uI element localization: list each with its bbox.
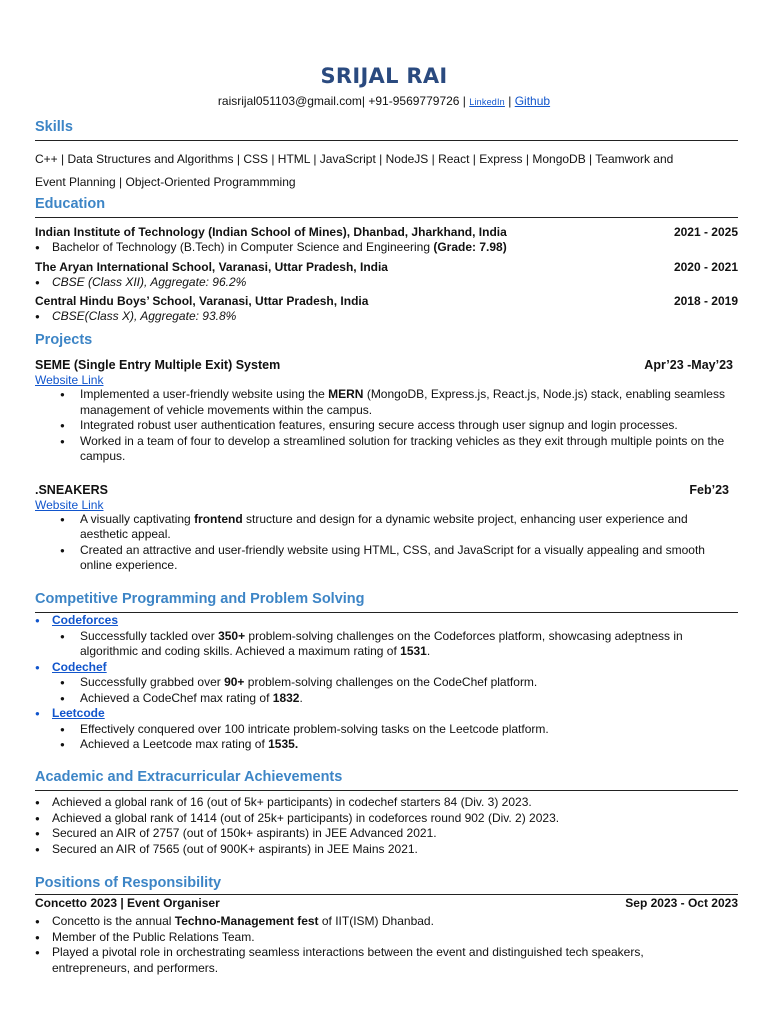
position-header [35, 895, 738, 911]
codeforces-link[interactable]: Codeforces [52, 613, 119, 627]
project-sneakers [35, 482, 738, 574]
position-bullet: ● Concetto is the annual Techno-Management fest of IIT(ISM) Dhanbad. [35, 914, 695, 930]
project-date: Apr’23 -May’23 [644, 358, 733, 372]
school-years: 2021 - 2025 [673, 225, 738, 239]
cp-platform-codeforces [35, 613, 738, 629]
linkedin-link[interactable]: LinkedIn [469, 97, 505, 107]
cp-bullet: ● Successfully grabbed over 90+ problem-solving challenges on the CodeChef platform. [35, 675, 738, 691]
skills-line-1: C++ | Data Structures and Algorithms | CSS | HTML | JavaScript | NodeJS | React | Express | MongoDB | Teamwork and [35, 152, 674, 166]
achievements-section [35, 768, 738, 857]
skills-list [35, 148, 738, 194]
leetcode-link[interactable]: Leetcode [52, 706, 105, 720]
cp-bullet: ● Achieved a Leetcode max rating of 1535. [35, 737, 738, 753]
education-list [35, 224, 738, 325]
projects-section [35, 331, 738, 574]
contact-separator: | [508, 94, 512, 108]
position-date: Sep 2023 - Oct 2023 [625, 896, 738, 910]
cp-platform-leetcode [35, 706, 738, 722]
education-section [35, 195, 738, 325]
education-title: Education [35, 195, 738, 218]
project-header [35, 482, 738, 498]
cp-bullet: ● Achieved a CodeChef max rating of 1832. [35, 691, 738, 707]
projects-title: Projects [35, 332, 93, 348]
project-bullet: ● Worked in a team of four to develop a streamlined solution for tracking vehicles as they exit through multiple points on the campus. [35, 434, 725, 465]
positions-title: Positions of Responsibility [35, 874, 738, 895]
school-years: 2020 - 2021 [673, 259, 738, 274]
skills-title: Skills [35, 118, 738, 141]
cp-section [35, 590, 738, 753]
project-website-link[interactable]: Website Link [35, 373, 104, 387]
position-bullet: ● Member of the Public Relations Team. [35, 930, 695, 946]
education-entry [35, 224, 738, 240]
position-bullet: ● Played a pivotal role in orchestrating seamless interactions between the event and distinguished tech speakers, entrepreneurs, and performers. [35, 945, 695, 976]
school-name: Central Hindu Boys’ School, Varanasi, Uttar Pradesh, India [35, 294, 369, 308]
codechef-link[interactable]: Codechef [52, 659, 107, 674]
project-bullet: ● Created an attractive and user-friendly website using HTML, CSS, and JavaScript for a visually appealing and smooth online experience. [35, 543, 725, 574]
project-website-link[interactable]: Website Link [35, 497, 104, 512]
project-date: Feb’23 [689, 482, 729, 497]
education-detail: ● CBSE (Class XII), Aggregate: 96.2% [35, 275, 738, 291]
contact-email-phone: raisrijal051103@gmail.com| +91-9569779726 | [217, 94, 466, 108]
project-seme [35, 357, 738, 465]
github-link[interactable]: Github [514, 94, 551, 108]
candidate-name: SRIJAL RAI [320, 64, 448, 88]
project-name: SEME (Single Entry Multiple Exit) System [35, 358, 281, 372]
project-bullet: ● Integrated robust user authentication features, ensuring secure access through user signup and login processes. [35, 418, 725, 434]
skills-section [35, 118, 738, 194]
achievement-item: ● Achieved a global rank of 16 (out of 5k+ participants) in codechef starters 84 (Div. 3) 2023. [35, 795, 738, 811]
project-bullet: ● A visually captivating frontend structure and design for a dynamic website project, enhancing user experience and aesthetic appeal. [35, 512, 725, 543]
education-entry [35, 259, 738, 275]
school-years: 2018 - 2019 [673, 294, 738, 308]
education-detail: ● CBSE(Class X), Aggregate: 93.8% [35, 309, 738, 325]
positions-section [35, 874, 738, 976]
cp-bullet: ● Successfully tackled over 350+ problem-solving challenges on the Codeforces platform, showcasing adeptness in algorithmic and coding skills. Achieved a maximum rating of 1531. [35, 629, 725, 660]
school-name: The Aryan International School, Varanasi, Uttar Pradesh, India [35, 259, 388, 274]
project-bullet: ● Implemented a user-friendly website using the MERN (MongoDB, Express.js, React.js, Node.js) stack, enabling seamless management of vehicle movements within the campus. [35, 387, 725, 418]
position-role: Concetto 2023 | Event Organiser [35, 896, 220, 910]
education-detail: ● Bachelor of Technology (B.Tech) in Computer Science and Engineering (Grade: 7.98) [35, 240, 738, 256]
contact-line [0, 94, 768, 108]
achievement-item: ● Secured an AIR of 7565 (out of 900K+ aspirants) in JEE Mains 2021. [35, 842, 738, 858]
cp-title: Competitive Programming and Problem Solving [35, 590, 738, 613]
cp-list [35, 613, 738, 753]
skills-line-2: Event Planning | Object-Oriented Programmming [35, 175, 296, 189]
achievement-item: ● Secured an AIR of 2757 (out of 150k+ aspirants) in JEE Advanced 2021. [35, 826, 738, 842]
achievements-title: Academic and Extracurricular Achievements [35, 768, 738, 791]
project-name: .SNEAKERS [35, 482, 108, 497]
project-header [35, 357, 738, 373]
education-entry [35, 293, 738, 309]
achievement-item: ● Achieved a global rank of 1414 (out of 25k+ participants) in codeforces round 902 (Div. 2) 2023. [35, 811, 738, 827]
school-name: Indian Institute of Technology (Indian School of Mines), Dhanbad, Jharkhand, India [35, 225, 507, 239]
cp-platform-codechef [35, 660, 738, 676]
cp-bullet: ● Effectively conquered over 100 intricate problem-solving tasks on the Leetcode platform. [35, 722, 738, 738]
